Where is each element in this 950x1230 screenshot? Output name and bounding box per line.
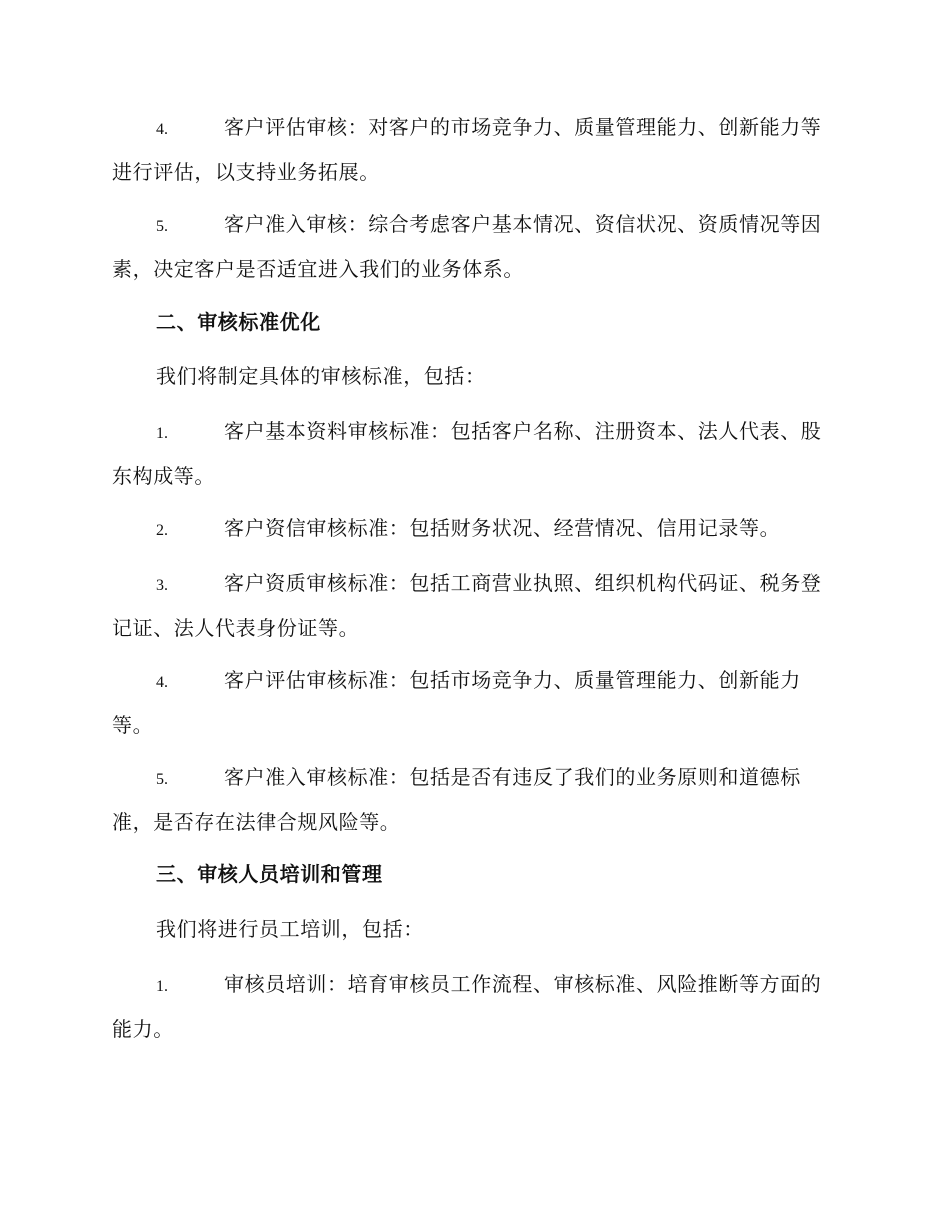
list-item-text: 客户资信审核标准：包括财务状况、经营情况、信用记录等。 [224,516,781,540]
list-item [112,963,834,1051]
paragraph-text: 我们将制定具体的审核标准，包括： [156,364,486,388]
paragraph-text: 我们将进行员工培训，包括： [156,917,424,941]
list-item [112,507,834,552]
list-item-number: 3. [156,577,168,594]
list-item-number: 4. [156,121,168,138]
list-item-number: 2. [156,522,168,539]
list-item-number: 5. [156,771,168,788]
section-heading-text: 二、审核标准优化 [156,310,321,334]
list-item [112,203,834,291]
list-item-number: 1. [156,978,168,995]
list-item [112,106,834,194]
list-item [112,659,834,747]
paragraph [112,908,834,951]
list-item-number: 5. [156,218,168,235]
list-item-text: 客户评估审核：对客户的市场竞争力、质量管理能力、创新能力等进行评估，以支持业务拓展。 [112,115,822,184]
list-item [112,756,834,844]
list-item-text: 客户评估审核标准：包括市场竞争力、质量管理能力、创新能力等。 [112,668,801,737]
list-item-text: 客户准入审核：综合考虑客户基本情况、资信状况、资质情况等因素，决定客户是否适宜进入我们的业务体系。 [112,212,822,281]
list-item-text: 审核员培训：培育审核员工作流程、审核标准、风险推断等方面的能力。 [112,972,822,1041]
list-item-number: 4. [156,674,168,691]
section-heading [112,853,834,896]
list-item [112,410,834,498]
list-item-text: 客户基本资料审核标准：包括客户名称、注册资本、法人代表、股东构成等。 [112,419,822,488]
list-item-text: 客户资质审核标准：包括工商营业执照、组织机构代码证、税务登记证、法人代表身份证等。 [112,571,822,640]
paragraph [112,355,834,398]
section-heading-text: 三、审核人员培训和管理 [156,862,383,886]
list-item-text: 客户准入审核标准：包括是否有违反了我们的业务原则和道德标准，是否存在法律合规风险等。 [112,765,801,834]
list-item [112,562,834,650]
list-item-number: 1. [156,425,168,442]
section-heading [112,301,834,344]
